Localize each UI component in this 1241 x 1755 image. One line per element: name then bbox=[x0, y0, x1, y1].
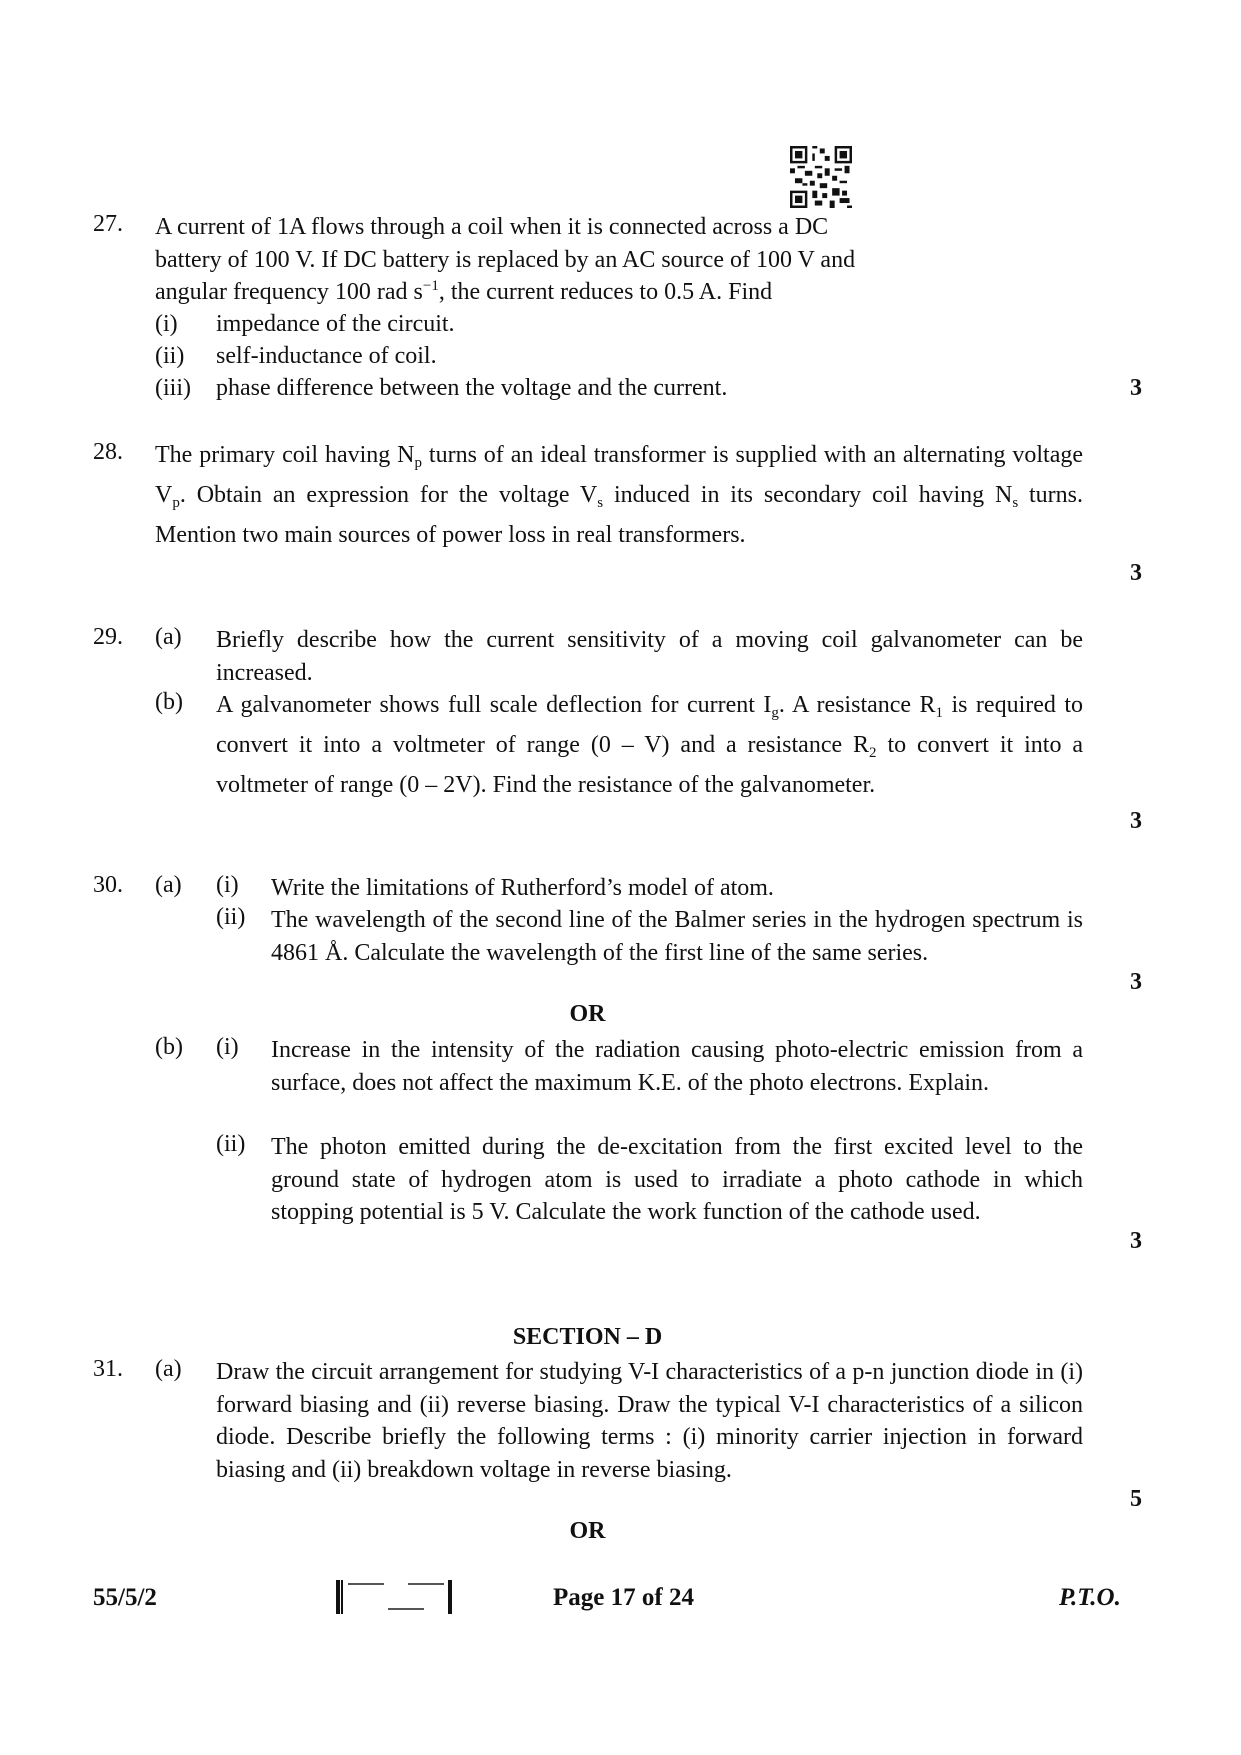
sub-label: (a) bbox=[155, 1356, 182, 1382]
question-28-text: The primary coil having $N_p$ turns of an ideal transformer is supplied with an alternating voltage $V_p$. Obtain an expression for the voltage $V_s$ induced in its secondary coil having $N_s$ turns. Mention two main sources of power loss in real transformers. bbox=[155, 442, 1084, 548]
sub-label: (b) bbox=[155, 1034, 183, 1060]
question-number: 31. bbox=[93, 1356, 123, 1382]
marks: 3 bbox=[1130, 969, 1142, 995]
or-divider: OR bbox=[569, 1518, 606, 1544]
pto-label: P.T.O. bbox=[1059, 1584, 1121, 1611]
sub-label: (iii) bbox=[155, 375, 191, 401]
question-27-text: A current of 1A flows through a coil when it is connected across a DC battery of 100 V. If DC battery is replaced by an AC source of 100 V and angular frequency 100 rad $s^{-1}$, the current reduces to 0.5 A. Find bbox=[155, 214, 856, 305]
question-29a-text: Briefly describe how the current sensitivity of a moving coil galvanometer can be increased. bbox=[216, 627, 1083, 686]
sub-label: (ii) bbox=[155, 343, 185, 369]
paper-code: 55/5/2 bbox=[93, 1584, 157, 1611]
marks: 3 bbox=[1130, 1228, 1142, 1254]
marks: 3 bbox=[1130, 560, 1142, 586]
sub-label: (ii) bbox=[216, 1131, 246, 1157]
question-30a-ii-text: The wavelength of the second line of the Balmer series in the hydrogen spectrum is 4861 Å. Calculate the wavelength of the first line of the same series. bbox=[271, 907, 1083, 966]
page-number: Page 17 of 24 bbox=[553, 1584, 694, 1611]
section-heading: SECTION – D bbox=[512, 1324, 663, 1350]
question-number: 27. bbox=[93, 211, 123, 237]
marks: 5 bbox=[1130, 1486, 1142, 1512]
sub-label: (b) bbox=[155, 689, 183, 715]
sub-item-text: impedance of the circuit. bbox=[216, 311, 455, 337]
qr-code bbox=[790, 146, 852, 208]
question-29b-text: A galvanometer shows full scale deflection for current $I_g$. A resistance $R_1$ is required to convert it into a voltmeter of range (0 – V) and a resistance $R_2$ to convert it into a voltmeter of range (0 – 2V). Find the resistance of the galvanometer. bbox=[216, 692, 1083, 798]
sub-label: (a) bbox=[155, 624, 182, 650]
question-30b-ii-text: The photon emitted during the de-excitation from the first excited level to the ground state of hydrogen atom is used to irradiate a photo cathode in which stopping potential is 5 V. Calculate the work function of the cathode used. bbox=[271, 1134, 1083, 1225]
barcode-mark bbox=[336, 1580, 452, 1614]
question-30a-i-text: Write the limitations of Rutherford’s model of atom. bbox=[271, 875, 774, 901]
marks: 3 bbox=[1130, 808, 1142, 834]
question-number: 30. bbox=[93, 872, 123, 898]
sub-item-text: self-inductance of coil. bbox=[216, 343, 437, 369]
marks: 3 bbox=[1130, 375, 1142, 401]
sub-label: (i) bbox=[216, 872, 239, 898]
question-number: 29. bbox=[93, 624, 123, 650]
sub-item-text: phase difference between the voltage and the current. bbox=[216, 375, 728, 401]
sub-label: (a) bbox=[155, 872, 182, 898]
sub-label: (i) bbox=[155, 311, 178, 337]
sub-label: (ii) bbox=[216, 904, 246, 930]
sub-label: (i) bbox=[216, 1034, 239, 1060]
or-divider: OR bbox=[569, 1001, 606, 1027]
question-number: 28. bbox=[93, 439, 123, 465]
question-30b-i-text: Increase in the intensity of the radiation causing photo-electric emission from a surface, does not affect the maximum K.E. of the photo electrons. Explain. bbox=[271, 1037, 1083, 1096]
question-31a-text: Draw the circuit arrangement for studying V-I characteristics of a p-n junction diode in (i) forward biasing and (ii) reverse biasing. Draw the typical V-I characteristics of a silicon diode. Describe briefly the following terms : (i) minority carrier injection in forward biasing and (ii) breakdown voltage in reverse biasing. bbox=[216, 1359, 1083, 1483]
